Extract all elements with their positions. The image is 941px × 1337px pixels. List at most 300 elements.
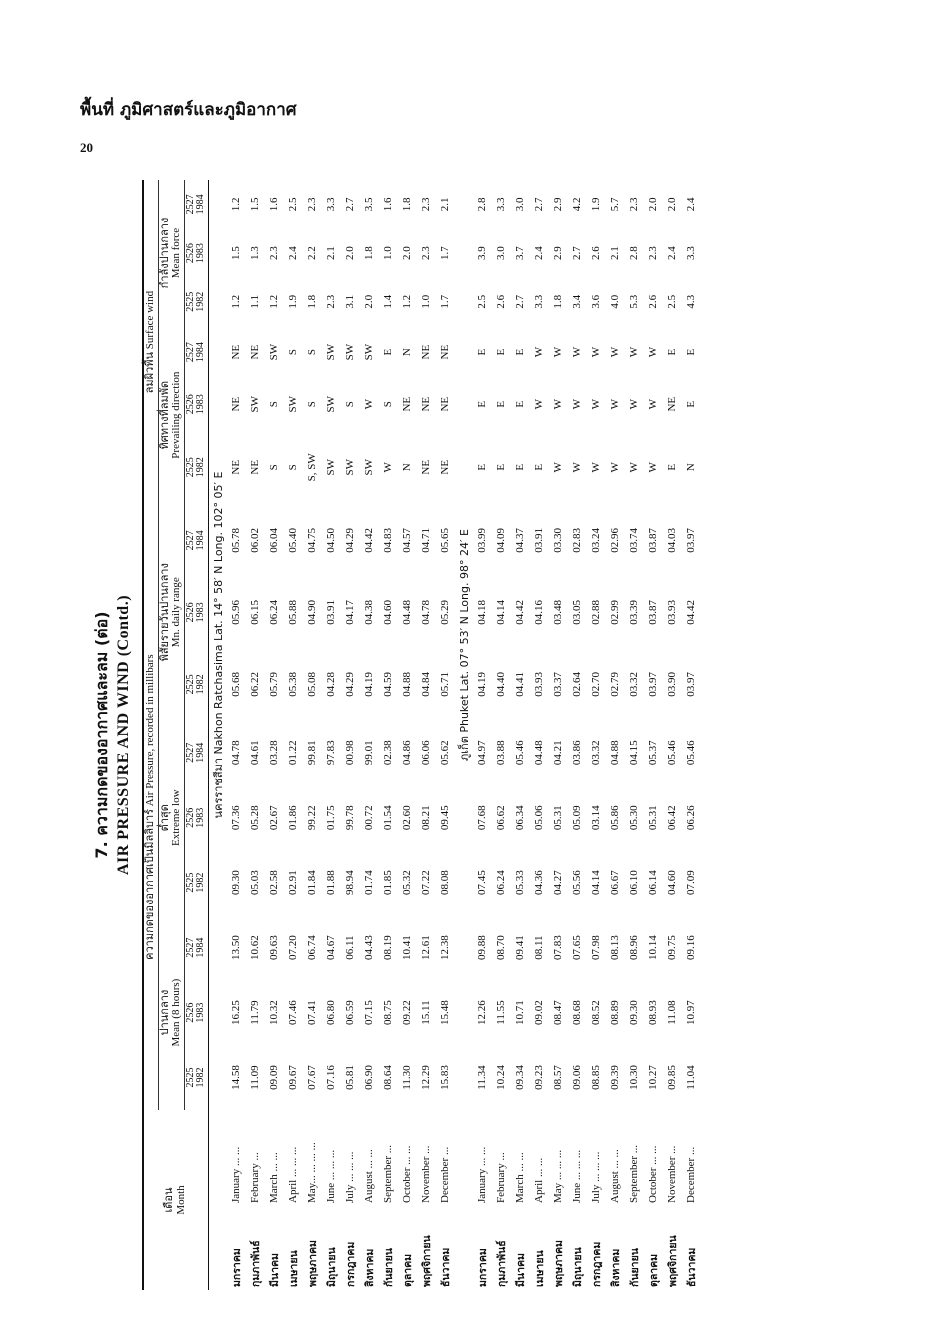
year-header-cell [184, 277, 208, 326]
table-cell: 05.79 [268, 671, 281, 697]
table-cell: 00.98 [344, 740, 357, 766]
table-cell: SW [363, 459, 376, 476]
table-cell: 05.08 [306, 671, 319, 697]
table-cell: 03.91 [325, 599, 338, 625]
table-cell: 97.83 [325, 740, 338, 766]
table-cell: 04.41 [514, 671, 527, 697]
table-cell: 3.3 [685, 246, 698, 260]
year-header-cell [184, 648, 208, 720]
month-english: May... ... ... ... [306, 1142, 319, 1203]
year-thai: 2526 [184, 243, 196, 264]
section-title: พื้นที่ ภูมิศาสตร์และภูมิอากาศ [80, 100, 297, 120]
year-header-cell [184, 229, 208, 278]
table-cell: 10.97 [685, 1000, 698, 1025]
table-cell: 06.24 [495, 870, 508, 896]
month-thai: มิถุนายน [325, 1247, 338, 1287]
table-cell: 06.02 [249, 527, 262, 553]
month-thai: กุมภาพันธ์ [495, 1240, 508, 1287]
table-cell: 3.0 [495, 246, 508, 260]
table-cell: 99.81 [306, 740, 319, 766]
table-cell: 1.6 [382, 197, 395, 212]
table-cell: 08.75 [382, 1000, 395, 1025]
year-english: 1982 [195, 872, 207, 893]
table-cell: 04.60 [382, 599, 395, 625]
year-english: 1984 [195, 937, 207, 958]
table-cell: N [401, 348, 414, 357]
year-thai: 2527 [184, 194, 196, 215]
table-cell: 04.40 [495, 671, 508, 697]
table-cell: W [571, 346, 584, 358]
table-cell: 2.8 [628, 246, 641, 260]
table-cell: W [590, 346, 603, 358]
month-thai: พฤศจิกายน [666, 1235, 679, 1287]
year-english: 1982 [195, 457, 207, 478]
table-cell: E [666, 348, 679, 356]
table-cell: 1.7 [439, 246, 452, 260]
month-english: July ... ... ... [590, 1151, 603, 1203]
table-cell: 06.22 [249, 671, 262, 697]
table-cell: S [268, 401, 281, 408]
month-thai: ธันวาคม [685, 1247, 698, 1287]
table-cell: 3.6 [590, 294, 603, 309]
table-cell: W [533, 399, 546, 410]
table-cell: S [306, 349, 319, 356]
table-cell: 2.5 [287, 197, 300, 212]
table-cell: 1.7 [439, 294, 452, 309]
direction-header-thai: ทิศทางที่ลมพัด [158, 380, 171, 450]
table-cell: 04.48 [533, 740, 546, 766]
table-cell: 09.88 [476, 935, 489, 960]
table-cell: 08.96 [628, 935, 641, 960]
year-header-cell [184, 430, 208, 504]
table-cell: 07.98 [590, 935, 603, 960]
table-cell: 06.34 [514, 805, 527, 831]
table-cell: 5.3 [628, 294, 641, 309]
table-cell: 03.39 [628, 599, 641, 625]
table-cell: 07.67 [306, 1065, 319, 1090]
table-row [549, 180, 568, 1290]
table-cell: 02.60 [401, 805, 414, 831]
table-cell: 01.84 [306, 870, 319, 896]
table-cell: NE [230, 344, 243, 360]
year-english: 1984 [195, 530, 207, 551]
month-english: October ... ... [401, 1145, 414, 1203]
table-cell: 04.29 [344, 527, 357, 553]
table-cell: 04.67 [325, 935, 338, 960]
table-row [587, 180, 606, 1290]
table-cell: 04.88 [401, 671, 414, 697]
table-cell: W [552, 399, 565, 410]
month-header-thai: เดือน [163, 1187, 176, 1213]
table-cell: E [495, 348, 508, 356]
table-cell: 99.78 [344, 805, 357, 831]
table-cell: 05.03 [249, 870, 262, 896]
table-row [227, 180, 246, 1290]
table-cell: 08.52 [590, 1000, 603, 1025]
table-cell: 06.62 [495, 805, 508, 831]
table-cell: 03.93 [533, 671, 546, 697]
table-row [530, 180, 549, 1290]
range-header-thai: พิสัยรายวันปานกลาง [158, 563, 171, 662]
table-cell: 04.59 [382, 671, 395, 697]
table-cell: 04.42 [363, 527, 376, 553]
table-cell: 2.5 [476, 294, 489, 309]
table-cell: E [476, 348, 489, 356]
table-cell: S [344, 401, 357, 408]
year-thai: 2525 [184, 872, 196, 893]
table-row [379, 180, 398, 1290]
month-thai: สิงหาคม [609, 1248, 622, 1287]
table-cell: 03.32 [590, 740, 603, 766]
month-english: February ... [495, 1152, 508, 1203]
table-cell: 08.08 [439, 870, 452, 896]
table-cell: W [571, 462, 584, 473]
table-cell: 2.7 [514, 294, 527, 309]
table-cell: 10.27 [647, 1065, 660, 1090]
table-cell: NE [420, 344, 433, 360]
year-header-cell [184, 720, 208, 785]
table-cell: 2.3 [628, 197, 641, 212]
table-cell: 04.19 [363, 671, 376, 697]
table-cell: 06.24 [268, 599, 281, 625]
month-thai: มกราคม [476, 1248, 489, 1287]
table-row [360, 180, 379, 1290]
table-cell: 03.93 [666, 599, 679, 625]
month-thai: มีนาคม [268, 1253, 281, 1287]
table-cell: 07.41 [306, 1000, 319, 1025]
month-english: October ... ... [647, 1145, 660, 1203]
table-cell: 11.34 [476, 1065, 489, 1090]
force-header [158, 180, 184, 326]
table-row [303, 180, 322, 1290]
pressure-group-header [143, 504, 158, 1110]
table-cell: 02.58 [268, 870, 281, 896]
table-cell: 09.06 [571, 1065, 584, 1090]
table-cell: E [666, 463, 679, 471]
table-row [341, 180, 360, 1290]
table-cell: NE [420, 396, 433, 412]
table-cell: 01.85 [382, 870, 395, 896]
month-english: December ... [439, 1146, 452, 1203]
table-cell: 05.29 [439, 599, 452, 625]
table-row [663, 180, 682, 1290]
low-header-thai: ต่ำสุด [158, 804, 171, 832]
table-cell: 09.75 [666, 935, 679, 960]
month-thai: กันยายน [382, 1248, 395, 1287]
table-cell: 02.79 [609, 671, 622, 697]
table-cell: 3.3 [533, 294, 546, 309]
table-cell: 4.0 [609, 294, 622, 309]
table-row [265, 180, 284, 1290]
table-cell: 15.11 [420, 1000, 433, 1025]
table-cell: 2.4 [287, 246, 300, 260]
table-cell: 3.9 [476, 246, 489, 260]
table-cell: 03.97 [685, 671, 698, 697]
table-cell: 04.43 [363, 935, 376, 960]
table-cell: 05.46 [666, 740, 679, 766]
table-cell: 10.62 [249, 935, 262, 960]
month-thai: มีนาคม [514, 1253, 527, 1287]
table-cell: 02.38 [382, 740, 395, 766]
table-cell: 04.84 [420, 671, 433, 697]
table-cell: 09.02 [533, 1000, 546, 1025]
table-cell: 09.67 [287, 1065, 300, 1090]
month-english: July ... ... ... [344, 1151, 357, 1203]
month-english: August ... ... [609, 1149, 622, 1203]
table-cell: 2.5 [666, 294, 679, 309]
table-cell: N [685, 463, 698, 472]
table-cell: 04.88 [609, 740, 622, 766]
table-cell: W [590, 462, 603, 473]
table-cell: W [628, 346, 641, 358]
table-cell: 06.10 [628, 870, 641, 896]
table-cell: W [609, 399, 622, 410]
table-cell: 05.31 [647, 805, 660, 831]
table-cell: 10.30 [628, 1065, 641, 1090]
force-header-thai: กำลังปานกลาง [158, 217, 171, 289]
table-cell: 09.39 [609, 1065, 622, 1090]
month-english: April ... ... [533, 1157, 546, 1203]
table-cell: 04.83 [382, 527, 395, 553]
table-cell: 04.15 [628, 740, 641, 766]
table-cell: 12.26 [476, 1000, 489, 1025]
month-english: March ... ... [514, 1152, 527, 1203]
table-cell: 2.6 [590, 246, 603, 260]
year-english: 1983 [195, 602, 207, 623]
table-cell: SW [325, 395, 338, 413]
table-cell: S [268, 464, 281, 471]
year-header-cell [184, 785, 208, 850]
page-header [80, 96, 297, 123]
table-cell: 1.0 [420, 294, 433, 309]
year-thai: 2527 [184, 937, 196, 958]
month-english: May ... ... ... [552, 1149, 565, 1203]
table-cell: W [552, 346, 565, 358]
table-cell: 05.65 [439, 527, 452, 553]
year-thai: 2526 [184, 807, 196, 828]
table-row [644, 180, 663, 1290]
table-cell: 3.3 [495, 197, 508, 212]
table-cell: 2.6 [495, 294, 508, 309]
month-thai: สิงหาคม [363, 1248, 376, 1287]
table-cell: 04.86 [401, 740, 414, 766]
month-english: February ... [249, 1152, 262, 1203]
table-cell: 15.48 [439, 1000, 452, 1025]
table-cell: 04.97 [476, 740, 489, 766]
table-cell: W [590, 399, 603, 410]
table-cell: 1.1 [249, 294, 262, 309]
table-cell: 11.79 [249, 1000, 262, 1025]
month-thai: กันยายน [628, 1248, 641, 1287]
month-english: September ... [628, 1144, 641, 1203]
table-cell: 04.09 [495, 527, 508, 553]
table-cell: 03.90 [666, 671, 679, 697]
table-cell: 03.30 [552, 527, 565, 553]
month-thai: มิถุนายน [571, 1247, 584, 1287]
table-cell: 02.83 [571, 527, 584, 553]
table-cell: 02.96 [609, 527, 622, 553]
table-cell: 1.2 [268, 294, 281, 309]
table-cell: W [628, 399, 641, 410]
table-cell: 02.88 [590, 599, 603, 625]
table-cell: 2.4 [666, 246, 679, 260]
table-cell: 03.87 [647, 599, 660, 625]
table-cell: 13.50 [230, 935, 243, 960]
table-cell: 04.90 [306, 599, 319, 625]
station-label: นครราชสีมา Nakhon Ratchasima Lat. 14° 58′ N Long. 102° 05′ E [211, 471, 225, 819]
table-cell: 03.86 [571, 740, 584, 766]
direction-header-english: Prevailing direction [170, 371, 183, 459]
range-header [158, 504, 184, 720]
station-row [455, 180, 473, 1290]
table-cell: 1.0 [382, 246, 395, 260]
table-cell: 1.6 [268, 197, 281, 212]
table-cell: 2.0 [344, 246, 357, 260]
table-cell: 2.2 [306, 246, 319, 260]
table-cell: 03.14 [590, 805, 603, 831]
table-cell: W [647, 399, 660, 410]
table-cell: 04.28 [325, 671, 338, 697]
table-cell: 05.71 [439, 671, 452, 697]
table-cell: 05.86 [609, 805, 622, 831]
table-cell: 1.8 [363, 246, 376, 260]
month-thai: ตุลาคม [401, 1253, 414, 1287]
table-cell: 07.68 [476, 805, 489, 831]
table-cell: 04.38 [363, 599, 376, 625]
table-cell: NE [230, 396, 243, 412]
month-english: January ... ... [230, 1146, 243, 1203]
table-cell: 11.04 [685, 1065, 698, 1090]
table-cell: 04.71 [420, 527, 433, 553]
table-cell: 04.42 [685, 599, 698, 625]
table-cell: NE [439, 459, 452, 475]
table-cell: 2.0 [647, 197, 660, 212]
table-cell: NE [439, 396, 452, 412]
table-cell: 3.3 [325, 197, 338, 212]
table-cell: 07.46 [287, 1000, 300, 1025]
month-english: June ... ... ... [325, 1149, 338, 1203]
table-cell: 03.99 [476, 527, 489, 553]
table-cell: 2.3 [268, 246, 281, 260]
station-label: ภูเก็ต Phuket Lat. 07° 53′ N Long. 98° 24′ E [457, 529, 471, 761]
table-cell: 09.22 [401, 1000, 414, 1025]
table-cell: 2.3 [420, 197, 433, 212]
table-cell: 4.3 [685, 294, 698, 309]
table-cell: 06.26 [685, 805, 698, 831]
table-cell: 04.42 [514, 599, 527, 625]
table-cell: 99.22 [306, 805, 319, 831]
month-header [143, 1110, 208, 1290]
table-cell: E [382, 348, 395, 356]
table-cell: 08.11 [533, 935, 546, 960]
station-row [208, 180, 227, 1290]
year-header-cell [184, 1045, 208, 1110]
table-cell: 3.0 [514, 197, 527, 212]
table-cell: 08.57 [552, 1065, 565, 1090]
table-cell: SW [287, 395, 300, 413]
table-cell: 1.4 [382, 294, 395, 309]
table-cell: SW [249, 395, 262, 413]
year-thai: 2525 [184, 457, 196, 478]
year-english: 1983 [195, 1002, 207, 1023]
year-header-cell [184, 576, 208, 648]
table-row [511, 180, 530, 1290]
table-cell: 05.06 [533, 805, 546, 831]
table-cell: 03.32 [628, 671, 641, 697]
table-title-thai: 7. ความกดของอากาศและลม (ต่อ) [92, 611, 111, 859]
table-cell: W [571, 399, 584, 410]
table-cell: 04.03 [666, 527, 679, 553]
table-cell: 07.36 [230, 805, 243, 831]
month-thai: ธันวาคม [439, 1247, 452, 1287]
table-cell: 1.8 [401, 197, 414, 212]
month-thai: พฤษภาคม [552, 1240, 565, 1287]
table-cell: 00.72 [363, 805, 376, 831]
direction-header [158, 326, 184, 504]
table-cell: S [287, 464, 300, 471]
table-cell: NE [401, 396, 414, 412]
year-english: 1983 [195, 807, 207, 828]
table-cell: 08.68 [571, 1000, 584, 1025]
table-cell: 98.94 [344, 870, 357, 896]
table-cell: 04.19 [476, 671, 489, 697]
year-header-cell [184, 850, 208, 915]
year-thai: 2526 [184, 1002, 196, 1023]
table-cell: 06.11 [344, 935, 357, 960]
table-cell: NE [230, 459, 243, 475]
table-cell: 05.46 [514, 740, 527, 766]
table-cell: SW [344, 343, 357, 361]
table-cell: 14.58 [230, 1065, 243, 1090]
year-english: 1983 [195, 394, 207, 415]
table-cell: 4.2 [571, 197, 584, 212]
table-row [436, 180, 455, 1290]
table-cell: 03.97 [647, 671, 660, 697]
table-cell: E [495, 400, 508, 408]
table-cell: 02.70 [590, 671, 603, 697]
table-cell: 01.22 [287, 740, 300, 766]
table-cell: 05.30 [628, 805, 641, 831]
table-row [682, 180, 701, 1290]
table-cell: 08.47 [552, 1000, 565, 1025]
table-cell: W [533, 346, 546, 358]
table-cell: NE [249, 344, 262, 360]
table-cell: 02.99 [609, 599, 622, 625]
year-thai: 2527 [184, 742, 196, 763]
table-cell: 04.17 [344, 599, 357, 625]
table-cell: 2.0 [401, 246, 414, 260]
table-cell: 03.91 [533, 527, 546, 553]
month-thai: เมษายน [287, 1250, 300, 1287]
year-header-cell [184, 326, 208, 378]
table-cell: 1.5 [230, 246, 243, 260]
table-cell: 05.96 [230, 599, 243, 625]
table-cell: 10.41 [401, 935, 414, 960]
table-cell: 1.8 [552, 294, 565, 309]
table-cell: 1.9 [590, 197, 603, 212]
table-cell: 05.46 [685, 740, 698, 766]
table-cell: 04.50 [325, 527, 338, 553]
table-cell: SW [363, 343, 376, 361]
table-cell: 2.3 [325, 294, 338, 309]
table-cell: 04.75 [306, 527, 319, 553]
table-cell: 04.48 [401, 599, 414, 625]
table-cell: 04.36 [533, 870, 546, 896]
table-row [568, 180, 587, 1290]
table-title-english: AIR PRESSURE AND WIND (Contd.) [115, 594, 132, 876]
table-cell: 09.85 [666, 1065, 679, 1090]
table-cell: 07.09 [685, 870, 698, 896]
